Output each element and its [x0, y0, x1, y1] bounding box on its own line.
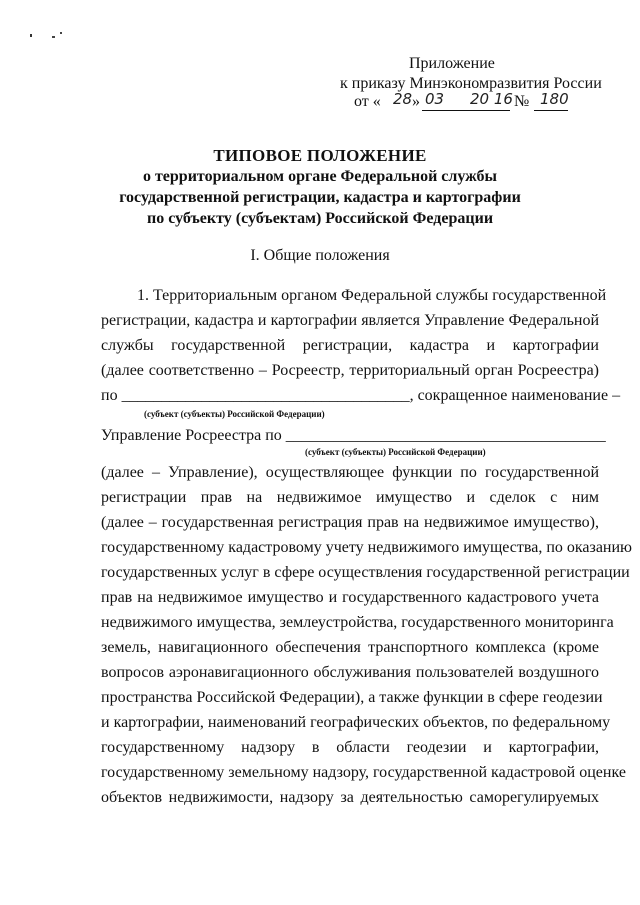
body-line: вопросов аэронавигационного обслуживания пользователей воздушного	[101, 664, 599, 681]
body-line: (далее – государственная регистрация прав на недвижимое имущество),	[101, 514, 599, 531]
body-line: государственному земельному надзору, государственной кадастровой оценке	[101, 764, 626, 781]
title-line-2: государственной регистрации, кадастра и картографии	[119, 189, 521, 206]
scan-speck	[60, 32, 62, 34]
body-line: и картографии, наименований географических объектов, по федеральному	[101, 714, 611, 731]
body-line: государственному надзору в области геодезии и картографии,	[101, 739, 599, 756]
body-line: объектов недвижимости, надзору за деятельностью саморегулируемых	[101, 789, 599, 806]
body-line: пространства Российской Федерации), а также функции в сфере геодезии	[101, 689, 603, 706]
date-month-handwritten: 03	[425, 90, 445, 108]
body-line: регистрации прав на недвижимое имущество и сделок с ним	[101, 489, 599, 506]
body-line: службы государственной регистрации, кадастра и картографии	[101, 337, 599, 354]
field-caption: (субъект (субъекты) Российской Федерации)	[305, 447, 486, 457]
date-close-quote: »	[412, 93, 420, 110]
date-prefix: от «	[354, 93, 381, 110]
section-heading: I. Общие положения	[250, 247, 390, 264]
body-line: регистрации, кадастра и картографии является Управление Федеральной	[101, 312, 599, 329]
document-title: ТИПОВОЕ ПОЛОЖЕНИЕ	[213, 146, 427, 165]
body-line: государственному кадастровому учету недвижимого имущества, по оказанию	[101, 539, 633, 556]
body-line: 1. Территориальным органом Федеральной службы государственной	[137, 287, 607, 304]
body-line: недвижимого имущества, землеустройства, государственного мониторинга	[101, 614, 614, 631]
date-year-handwritten: 20 16	[470, 90, 513, 108]
body-line: (далее соответственно – Росреестр, территориальный орган Росреестра)	[101, 362, 599, 379]
title-line-3: по субъекту (субъектам) Российской Федерации	[146, 210, 494, 227]
scan-speck	[52, 36, 55, 38]
body-line: государственных услуг в сфере осуществления государственной регистрации	[101, 564, 630, 581]
date-underline	[422, 110, 510, 111]
date-day-handwritten: 28	[393, 90, 413, 108]
number-label: №	[514, 93, 530, 110]
title-line-1: о территориальном органе Федеральной службы	[142, 168, 498, 185]
field-caption: (субъект (субъекты) Российской Федерации)	[144, 409, 325, 419]
number-underline	[534, 110, 568, 111]
body-line: прав на недвижимое имущество и государственного кадастрового учета	[101, 589, 599, 606]
scan-speck	[30, 34, 32, 37]
body-line: (далее – Управление), осуществляющее функции по государственной	[101, 464, 599, 481]
body-line: земель, навигационного обеспечения транспортного комплекса (кроме	[101, 639, 599, 656]
order-reference: к приказу Минэкономразвития России	[340, 75, 602, 92]
number-handwritten: 180	[540, 90, 569, 108]
body-line: Управление Росреестра по ________________________________________	[101, 427, 606, 444]
body-line: по ____________________________________, сокращенное наименование –	[101, 387, 621, 404]
appendix-label: Приложение	[409, 55, 495, 72]
